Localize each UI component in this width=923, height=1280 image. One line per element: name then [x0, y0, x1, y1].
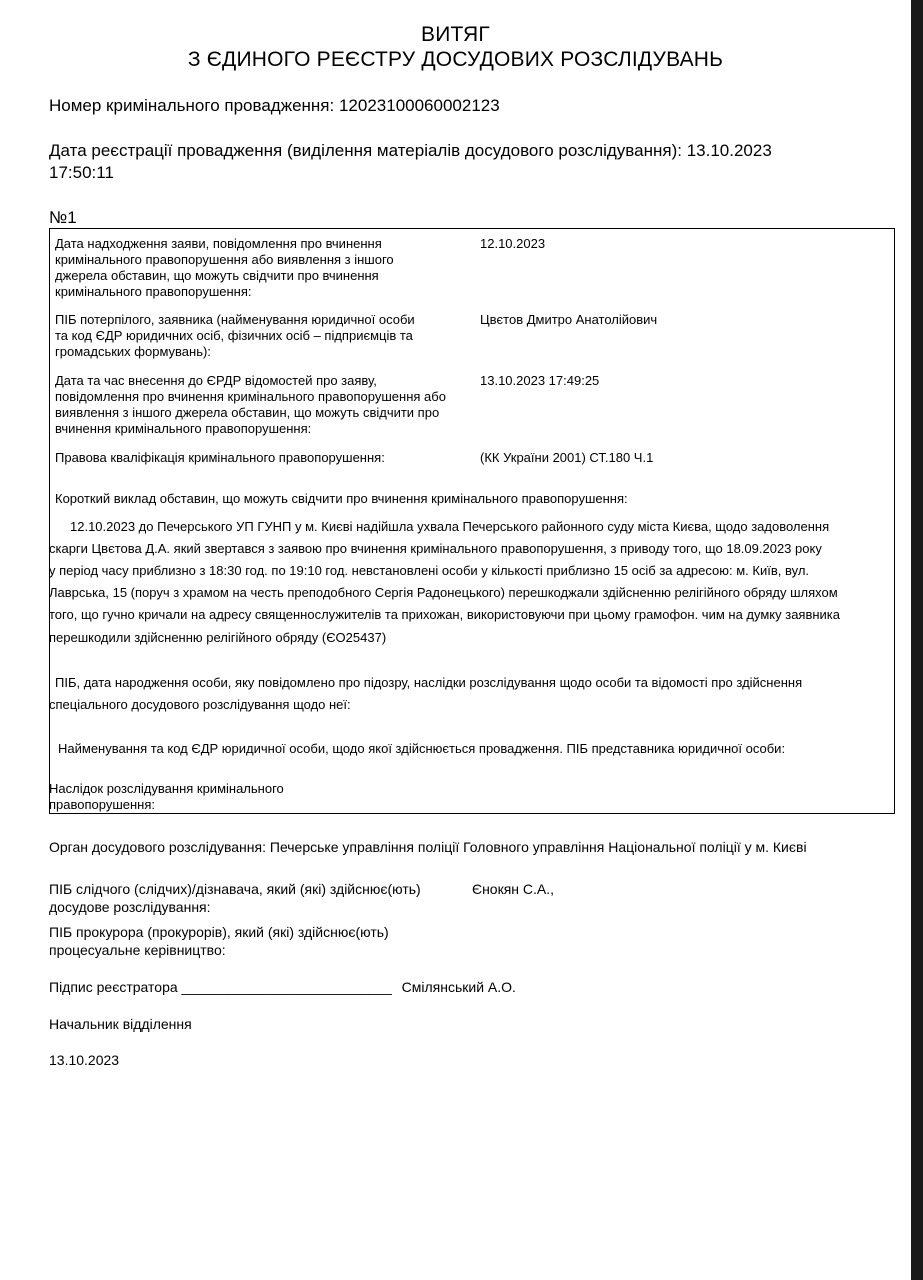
row2-label: ПІБ потерпілого, заявника (найменування юридичної особи та код ЄДР юридичних осіб, фізичних осіб – підприємців та громадських формувань):: [55, 312, 415, 359]
summary-line6: перешкодили здійсненню релігійного обряду (ЄО25437): [49, 630, 387, 645]
case-number-label: Номер кримінального провадження:: [49, 96, 335, 115]
entry-number: №1: [49, 208, 77, 227]
row3-value: 13.10.2023 17:49:25: [480, 373, 600, 388]
summary-heading: Короткий виклад обставин, що можуть свідчити про вчинення кримінального правопорушення:: [55, 491, 628, 506]
row4-value: (КК України 2001) СТ.180 Ч.1: [480, 450, 654, 465]
document-title: ВИТЯГ: [420, 23, 490, 46]
department-head: Начальник відділення: [49, 1016, 192, 1032]
registration-date-line1: Дата реєстрації провадження (виділення матеріалів досудового розслідування): 13.10.2023: [49, 141, 772, 160]
case-number-line: [49, 95, 500, 117]
row1-label: Дата надходження заяви, повідомлення про вчинення кримінального правопорушення або виявлення з іншого джерела обставин, що можуть свідчити про вчинення кримінального правопорушення:: [55, 236, 394, 299]
summary-line1: 12.10.2023 до Печерського УП ГУНП у м. Києві надійшла ухвала Печерського районного суду міста Києва, щодо задоволення: [70, 519, 830, 534]
summary-line5: того, що гучно кричали на адресу священнослужителів та прихожан, використовуючи при цьому грамофон. чим на думку заявника: [49, 607, 841, 622]
row2-value: Цвєтов Дмитро Анатолійович: [480, 312, 658, 327]
signature-name: Смілянський А.О.: [401, 979, 516, 995]
investigator-label: ПІБ слідчого (слідчих)/дізнавача, який (які) здійснює(ють) досудове розслідування:: [49, 881, 421, 915]
investigation-organ: Орган досудового розслідування: Печерське управління поліції Головного управління Національної поліції у м. Києві: [49, 839, 807, 855]
row3-label: Дата та час внесення до ЄРДР відомостей про заяву, повідомлення про вчинення кримінального правопорушення або виявлення з іншого джерела обставин, що можуть свідчити про вчинення кримінального правопорушення:: [55, 373, 446, 436]
prosecutor-label: ПІБ прокурора (прокурорів), який (які) здійснює(ють) процесуальне керівництво:: [49, 924, 389, 958]
suspect-line2: спеціального досудового розслідування щодо неї:: [49, 697, 351, 712]
investigation-result: Наслідок розслідування кримінального правопорушення:: [49, 781, 284, 812]
row4-label: Правова кваліфікація кримінального правопорушення:: [55, 450, 385, 465]
summary-line3: у період часу приблизно з 18:30 год. по 19:10 год. невстановлені особи у кількості приблизно 15 осіб за адресою: м. Київ, вул.: [49, 563, 810, 578]
summary-line2: скарги Цвєтова Д.А. який звертався з заявою про вчинення кримінального правопорушення, з приводу того, що 18.09.2023 року: [49, 541, 822, 556]
suspect-line1: ПІБ, дата народження особи, яку повідомлено про підозру, наслідки розслідування щодо особи та відомості про здійснення: [55, 675, 803, 690]
signature-label: Підпис реєстратора ___________________________: [49, 979, 392, 995]
registration-date-line2: 17:50:11: [49, 163, 114, 182]
investigator-value: Єнокян С.А.,: [472, 881, 555, 897]
document-date: 13.10.2023: [49, 1052, 120, 1068]
registrar-signature: [49, 978, 516, 996]
photo-edge: [911, 0, 923, 1280]
legal-entity-line: Найменування та код ЄДР юридичної особи, щодо якої здійснюється провадження. ПІБ представника юридичної особи:: [58, 741, 786, 756]
summary-line4: Лаврська, 15 (поруч з храмом на честь преподобного Сергія Радонецького) перешкоджали здійсненню релігійного обряду шляхом: [49, 585, 838, 600]
document-subtitle: З ЄДИНОГО РЕЄСТРУ ДОСУДОВИХ РОЗСЛІДУВАНЬ: [187, 48, 724, 71]
row1-value: 12.10.2023: [480, 236, 546, 251]
case-number-value: 12023100060002123: [338, 96, 500, 115]
